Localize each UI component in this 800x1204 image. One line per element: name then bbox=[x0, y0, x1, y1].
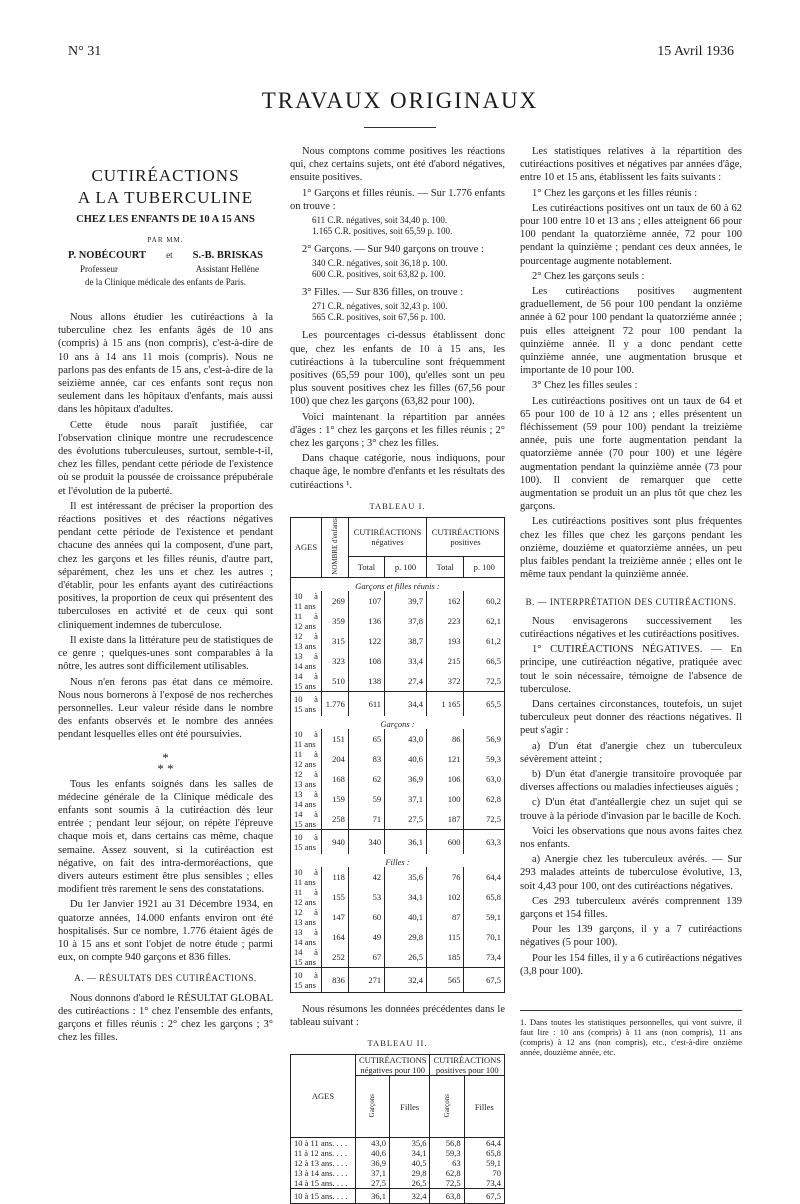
table-cell-value: 151 bbox=[321, 729, 348, 749]
table-row bbox=[291, 1178, 505, 1189]
table-cell-value: 62,1 bbox=[464, 611, 505, 631]
table-cell-value: 187 bbox=[427, 809, 464, 830]
table-cell-value: 40,6 bbox=[385, 749, 427, 769]
paragraph: Il est intéressant de préciser la proportion des réactions positives et des réactions négatives pendant cette période de l'existence et pendant chacune des années qui la composent, d'une part, chez les garçons et les filles réunis, d'autre part, séparément, chez les uns et chez les autres ; d'établir, pour les enfants ayant des cutiréactions positives, la proportion de ceux qui présentent des tuberculoses en activité et de ceux qui sont cliniquement indemnes de tuberculose. bbox=[58, 500, 273, 631]
table-cell-value: 204 bbox=[321, 749, 348, 769]
subheading: 1° Chez les garçons et les filles réunis : bbox=[532, 187, 698, 199]
paragraph: Nous donnons d'abord le RÉSULTAT GLOBAL des cutiréactions : 1° chez l'ensemble des enfants, garçons et filles réunis : 2° chez les garçons ; 3° chez les filles. bbox=[58, 992, 273, 1044]
table-cell-value: 56,8 bbox=[430, 1138, 464, 1149]
table-cell-value: 67,5 bbox=[464, 1189, 504, 1204]
table-cell-age: 12 à 13 ans bbox=[291, 907, 322, 927]
table-cell-value: 87 bbox=[427, 907, 464, 927]
table-row bbox=[291, 611, 505, 631]
table-cell-age: 12 à 13 ans. . . . bbox=[291, 1158, 356, 1168]
table-header-ages: AGES bbox=[291, 518, 322, 578]
table-row bbox=[291, 671, 505, 692]
table-subheader-boys: Garçons bbox=[430, 1076, 464, 1138]
table-cell-age: 12 à 13 ans bbox=[291, 769, 322, 789]
table-cell-age: 11 à 12 ans. . . . bbox=[291, 1148, 356, 1158]
table-cell-value: 359 bbox=[321, 611, 348, 631]
table-cell-value: 34,4 bbox=[385, 691, 427, 716]
paragraph: Nous n'en ferons pas état dans ce mémoire. Nous nous bornerons à l'exposé de nos recherches personnelles. Leur valeur réside dans le nombre des enfants observés et le nombre des années pendant lesquelles elles ont été poursuivies. bbox=[58, 676, 273, 741]
table-row bbox=[291, 631, 505, 651]
table-cell-value: 61,2 bbox=[464, 631, 505, 651]
table-cell-value: 372 bbox=[427, 671, 464, 692]
table-cell-value: 59 bbox=[348, 789, 384, 809]
paragraph: Ces 293 tuberculeux avérés comprennent 139 garçons et 154 filles. bbox=[520, 895, 742, 920]
table-cell-value: 26,5 bbox=[390, 1178, 430, 1189]
paragraph: Les cutiréactions positives ont un taux de 60 à 62 pour 100 entre 10 et 13 ans ; elles atteignent 66 pour 100 pendant la quatorzième année, 72 pour 100 pendant la quinzième ; pendant ces deux années, le pourcentage augmente notablement. bbox=[520, 202, 742, 267]
author-roles bbox=[58, 263, 273, 276]
table-cell-value: 29,8 bbox=[385, 927, 427, 947]
table-cell-value: 83 bbox=[348, 749, 384, 769]
table-cell-value: 215 bbox=[427, 651, 464, 671]
table-cell-value: 62 bbox=[348, 769, 384, 789]
table-cell-value: 70,1 bbox=[464, 927, 505, 947]
issue-number: N° 31 bbox=[68, 44, 102, 59]
table-cell-value: 34,1 bbox=[385, 887, 427, 907]
paragraph: Nous comptons comme positives les réactions qui, chez certains sujets, ont été d'abord négatives, ensuite positives. bbox=[290, 146, 505, 184]
section-heading-b: B. — INTERPRÉTATION DES CUTIRÉACTIONS. bbox=[525, 596, 737, 607]
table-cell-value: 36,1 bbox=[355, 1189, 389, 1204]
section-heading-a: A. — RÉSULTATS DES CUTIRÉACTIONS. bbox=[74, 973, 257, 984]
table-cell-age: 14 à 15 ans bbox=[291, 947, 322, 968]
table-cell-age: 14 à 15 ans bbox=[291, 671, 322, 692]
table-1 bbox=[290, 517, 505, 993]
table-total-row bbox=[291, 1189, 505, 1204]
table-cell-value: 611 bbox=[348, 691, 384, 716]
subheading: 3° Chez les filles seules : bbox=[532, 380, 638, 392]
table-cell-value: 106 bbox=[427, 769, 464, 789]
table-cell-value: 40,5 bbox=[390, 1158, 430, 1168]
table-cell-value: 62,8 bbox=[464, 789, 505, 809]
institution: de la Clinique médicale des enfants de Paris. bbox=[85, 276, 246, 287]
table-cell-value: 37,1 bbox=[385, 789, 427, 809]
table-cell-age: 10 à 15 ans bbox=[291, 691, 322, 716]
paragraph: a) Anergie chez les tuberculeux avérés. — Sur 293 malades atteints de tuberculose évolutive, 13, soit 4,43 pour 100, ont des cutiréactions négatives. bbox=[520, 854, 742, 892]
authors bbox=[58, 247, 273, 262]
stat-heading: 3° Filles. — Sur 836 filles, on trouve : bbox=[302, 287, 464, 299]
paragraph: Voici les observations que nous avons faites chez nos enfants. bbox=[520, 825, 742, 850]
table-cell-value: 60,2 bbox=[464, 591, 505, 611]
table-cell-value: 36,1 bbox=[385, 829, 427, 854]
table-cell-value: 102 bbox=[427, 887, 464, 907]
table-total-row bbox=[291, 691, 505, 716]
table-cell-value: 86 bbox=[427, 729, 464, 749]
table-cell-value: 138 bbox=[348, 671, 384, 692]
table-cell-value: 510 bbox=[321, 671, 348, 692]
stat-line: 271 C.R. négatives, soit 32,43 p. 100. bbox=[312, 301, 448, 312]
table-cell-value: 836 bbox=[321, 967, 348, 992]
table-row bbox=[291, 729, 505, 749]
table-cell-value: 121 bbox=[427, 749, 464, 769]
table-cell-age: 13 à 14 ans bbox=[291, 651, 322, 671]
table-cell-value: 115 bbox=[427, 927, 464, 947]
paragraph: Il existe dans la littérature peu de statistiques de ce genre ; quelques-unes sont comparables à la nôtre, les autres sont difficilement utilisables. bbox=[58, 634, 273, 673]
table-cell-age: 10 à 11 ans bbox=[291, 867, 322, 887]
column-2 bbox=[290, 145, 505, 1204]
table-cell-value: 269 bbox=[321, 591, 348, 611]
paragraph: Dans chaque catégorie, nous indiquons, pour chaque âge, le nombre d'enfants et les résultats des cutiréactions ¹. bbox=[290, 453, 505, 491]
issue-date: 15 Avril 1936 bbox=[657, 44, 734, 59]
table-cell-age: 13 à 14 ans bbox=[291, 789, 322, 809]
table-cell-age: 14 à 15 ans bbox=[291, 809, 322, 830]
stat-heading: 1° Garçons et filles réunis. — Sur 1.776 enfants on trouve : bbox=[290, 187, 505, 212]
table-cell-value: 26,5 bbox=[385, 947, 427, 968]
table-group-label: Garçons et filles réunis : bbox=[291, 577, 505, 591]
table-cell-value: 56,9 bbox=[464, 729, 505, 749]
paragraph: c) D'un état d'antéallergie chez un sujet qui se trouve à la période d'invasion par le bacille de Koch. bbox=[520, 797, 742, 822]
title-rule bbox=[364, 127, 436, 128]
table-cell-value: 36,9 bbox=[355, 1158, 389, 1168]
subheading: 2° Chez les garçons seuls : bbox=[532, 270, 645, 282]
table-row bbox=[291, 809, 505, 830]
paragraph: Les cutiréactions positives ont un taux de 64 et 65 pour 100 de 10 à 12 ans ; elles présentent un fléchissement (59 pour 100) pendant la treizième année, puis une forte augmentation pendant la quatorzième année (70 pour 100) et une légère augmentation pendant la quinzième année (73 pour 100). Il convient de remarquer que cette augmentation se produit un an plus tôt que chez les garçons. bbox=[520, 395, 742, 513]
table-subheader-total: Total bbox=[427, 557, 464, 578]
paragraph: Cette étude nous paraît justifiée, car l'observation clinique montre une recrudescence des évolutions tuberculeuses, surtout, semble-t-il, chez les filles, pendant cette période de l'existence où se produit la poussée de croissance prépubérale et l'évolution de la puberté. bbox=[58, 419, 273, 497]
table-row bbox=[291, 749, 505, 769]
table-cell-age: 10 à 11 ans bbox=[291, 591, 322, 611]
table-subheader-girls: Filles bbox=[390, 1076, 430, 1138]
table-cell-value: 315 bbox=[321, 631, 348, 651]
table-header-positive: CUTIRÉACTIONS positives pour 100 bbox=[430, 1055, 505, 1076]
table-cell-value: 155 bbox=[321, 887, 348, 907]
table-1-caption: TABLEAU I. bbox=[369, 500, 426, 511]
table-cell-value: 164 bbox=[321, 927, 348, 947]
paragraph: Les statistiques relatives à la répartition des cutiréactions positives et négatives par années d'âge, entre 10 et 15 ans, établissent les faits suivants : bbox=[520, 146, 742, 184]
table-total-row bbox=[291, 829, 505, 854]
stat-line: 340 C.R. négatives, soit 36,18 p. 100. bbox=[312, 258, 448, 269]
column-3 bbox=[520, 145, 742, 980]
table-cell-value: 27,4 bbox=[385, 671, 427, 692]
table-cell-value: 159 bbox=[321, 789, 348, 809]
paragraph: Nous résumons les données précédentes dans le tableau suivant : bbox=[290, 1003, 505, 1028]
paragraph: b) D'un état d'anergie transitoire provoquée par diverses affections ou maladies infectieuses aiguës ; bbox=[520, 768, 742, 794]
table-cell-value: 72,5 bbox=[464, 671, 505, 692]
table-subheader-pct: p. 100 bbox=[385, 557, 427, 578]
table-2-caption: TABLEAU II. bbox=[367, 1038, 428, 1049]
table-cell-value: 63 bbox=[430, 1158, 464, 1168]
section-stars: * * * bbox=[157, 749, 174, 776]
table-cell-value: 59,3 bbox=[464, 749, 505, 769]
par-label: PAR MM. bbox=[147, 236, 184, 245]
paragraph: a) D'un état d'anergie chez un tuberculeux sévèrement atteint ; bbox=[520, 740, 742, 765]
table-cell-value: 118 bbox=[321, 867, 348, 887]
stat-line: 600 C.R. positives, soit 63,82 p. 100. bbox=[312, 269, 446, 280]
table-cell-value: 258 bbox=[321, 809, 348, 830]
table-cell-value: 65 bbox=[348, 729, 384, 749]
article-title-line-2: A LA TUBERCULINE bbox=[77, 188, 254, 207]
table-cell-age: 13 à 14 ans bbox=[291, 927, 322, 947]
table-cell-value: 64,4 bbox=[464, 1138, 504, 1149]
paragraph: Dans certaines circonstances, toutefois, un sujet tuberculeux peut donner des réactions négatives. Il peut s'agir : bbox=[520, 698, 742, 737]
role-1: Professeur bbox=[80, 263, 118, 274]
table-cell-age: 11 à 12 ans bbox=[291, 749, 322, 769]
table-cell-value: 73,4 bbox=[464, 1178, 504, 1189]
table-cell-value: 72,5 bbox=[464, 809, 505, 830]
table-group-row bbox=[291, 577, 505, 591]
table-cell-value: 1 165 bbox=[427, 691, 464, 716]
table-cell-value: 65,8 bbox=[464, 887, 505, 907]
table-cell-value: 27,5 bbox=[355, 1178, 389, 1189]
paragraph: Les cutiréactions positives augmentent graduellement, de 56 pour 100 pendant la onzième année à 62 pour 100 pendant la quatorzième année ; puis elles atteignent 72 pour 100 pendant la quinzième année. Il y a donc pendant cette quinzième année, une augmentation brusque et importante de 10 pour 100. bbox=[520, 286, 742, 377]
table-row bbox=[291, 907, 505, 927]
table-cell-value: 185 bbox=[427, 947, 464, 968]
table-row bbox=[291, 591, 505, 611]
table-cell-value: 64,4 bbox=[464, 867, 505, 887]
table-cell-value: 271 bbox=[348, 967, 384, 992]
paragraph: Pour les 139 garçons, il y a 7 cutiréactions négatives (5 pour 100). bbox=[520, 924, 742, 949]
paragraph: Du 1er Janvier 1921 au 31 Décembre 1934, en quatorze années, 14.000 enfants environ ont été hospitalisés. Sur ce nombre, 1.776 étaient âgés de 10 à 15 ans et sont l'objet de notre étude ; parmi eux, on compte 940 garçons et 836 filles. bbox=[58, 899, 273, 964]
paragraph: Nous allons étudier les cutiréactions à la tuberculine chez les enfants âgés de 10 ans (compris) à 15 ans (non compris), c'est-à-dire de 10 ans à 14 ans 11 mois (compris). Nous ne parlons pas des enfants de 15 ans, c'est-à-dire de la seizième année, car ces enfants sont reçus non seulement dans les hôpitaux d'enfants, mais aussi dans les hôpitaux d'adultes. bbox=[58, 312, 273, 416]
table-cell-age: 12 à 13 ans bbox=[291, 631, 322, 651]
paragraph: Voici maintenant la répartition par années d'âges : 1° chez les garçons et les filles réunis ; 2° chez les garçons ; 3° chez les filles. bbox=[290, 411, 505, 450]
table-cell-value: 600 bbox=[427, 829, 464, 854]
table-cell-value: 65,8 bbox=[464, 1148, 504, 1158]
article-title bbox=[58, 165, 273, 209]
table-subheader-pct: p. 100 bbox=[464, 557, 505, 578]
table-row bbox=[291, 1168, 505, 1178]
table-1-body bbox=[291, 577, 505, 992]
table-cell-value: 39,7 bbox=[385, 591, 427, 611]
table-header-negative: CUTIRÉACTIONS négatives pour 100 bbox=[355, 1055, 430, 1076]
table-cell-value: 65,5 bbox=[464, 691, 505, 716]
table-subheader-total: Total bbox=[348, 557, 384, 578]
table-cell-value: 35,6 bbox=[390, 1138, 430, 1149]
table-cell-value: 168 bbox=[321, 769, 348, 789]
table-cell-value: 147 bbox=[321, 907, 348, 927]
stat-block bbox=[312, 301, 505, 323]
table-row bbox=[291, 651, 505, 671]
table-row bbox=[291, 947, 505, 968]
paragraph: Les cutiréactions positives sont plus fréquentes chez les filles que chez les garçons pendant les onzième, douzième et quatorzième années, un peu plus faibles pendant la treizième année ; elles ont le même taux pendant la quinzième année. bbox=[520, 516, 742, 581]
table-group-row bbox=[291, 716, 505, 729]
author-1: P. NOBÉCOURT bbox=[68, 250, 147, 262]
table-cell-value: 66,5 bbox=[464, 651, 505, 671]
table-cell-value: 76 bbox=[427, 867, 464, 887]
paragraph: Les pourcentages ci-dessus établissent donc que, chez les enfants de 10 à 15 ans, les cutiréactions à la tuberculine sont fréquemment positives (65,59 pour 100), qu'elles sont un peu plus souvent positives chez les filles (67,56 pour 100) que chez les garçons (63,82 pour 100). bbox=[290, 330, 505, 408]
table-cell-value: 37,1 bbox=[355, 1168, 389, 1178]
stat-line: 611 C.R. négatives, soit 34,40 p. 100. bbox=[312, 215, 448, 226]
table-cell-value: 32,4 bbox=[390, 1189, 430, 1204]
table-cell-age: 14 à 15 ans. . . . bbox=[291, 1178, 356, 1189]
table-cell-value: 107 bbox=[348, 591, 384, 611]
table-header-negative: CUTIRÉACTIONS négatives bbox=[348, 518, 426, 557]
table-cell-value: 71 bbox=[348, 809, 384, 830]
table-cell-value: 62,8 bbox=[430, 1168, 464, 1178]
table-cell-value: 223 bbox=[427, 611, 464, 631]
table-cell-age: 11 à 12 ans bbox=[291, 611, 322, 631]
article-subtitle: CHEZ LES ENFANTS DE 10 A 15 ANS bbox=[76, 214, 255, 225]
table-cell-value: 49 bbox=[348, 927, 384, 947]
table-cell-value: 53 bbox=[348, 887, 384, 907]
table-cell-age: 11 à 12 ans bbox=[291, 887, 322, 907]
stat-block bbox=[312, 258, 505, 280]
table-cell-value: 59,3 bbox=[430, 1148, 464, 1158]
table-row bbox=[291, 927, 505, 947]
table-cell-value: 60 bbox=[348, 907, 384, 927]
table-cell-value: 1.776 bbox=[321, 691, 348, 716]
article-title-line-1: CUTIRÉACTIONS bbox=[91, 166, 240, 185]
table-cell-age: 10 à 11 ans. . . . bbox=[291, 1138, 356, 1149]
table-subheader-boys: Garçons bbox=[355, 1076, 389, 1138]
table-cell-value: 70 bbox=[464, 1168, 504, 1178]
table-cell-value: 340 bbox=[348, 829, 384, 854]
footnote: 1. Dans toutes les statistiques personnelles, qui vont suivre, il faut lire : 10 ans (compris) à 11 ans (non compris), 11 ans (compris) à 12 ans (non compris), etc., c'est-à-dire onzième année, douzième année, etc. bbox=[520, 1010, 742, 1057]
table-cell-value: 27,5 bbox=[385, 809, 427, 830]
table-cell-value: 193 bbox=[427, 631, 464, 651]
table-cell-value: 940 bbox=[321, 829, 348, 854]
table-cell-age: 10 à 15 ans. . . . bbox=[291, 1189, 356, 1204]
table-header-positive: CUTIRÉACTIONS positives bbox=[427, 518, 505, 557]
table-2 bbox=[290, 1054, 505, 1204]
table-cell-value: 565 bbox=[427, 967, 464, 992]
table-cell-value: 63,3 bbox=[464, 829, 505, 854]
table-cell-value: 43,0 bbox=[385, 729, 427, 749]
table-cell-age: 10 à 15 ans bbox=[291, 829, 322, 854]
table-cell-value: 38,7 bbox=[385, 631, 427, 651]
paragraph: 1° CUTIRÉACTIONS NÉGATIVES. — En principe, une cutiréaction négative, pratiquée avec tout le soin nécessaire, témoigne de l'absence de tuberculose. bbox=[520, 644, 742, 695]
table-cell-value: 252 bbox=[321, 947, 348, 968]
paragraph: Pour les 154 filles, il y a 6 cutiréactions négatives (3,8 pour 100). bbox=[520, 952, 742, 977]
role-2: Assistant Hellène bbox=[195, 263, 259, 274]
table-total-row bbox=[291, 967, 505, 992]
table-group-label: Garçons : bbox=[291, 716, 505, 729]
table-cell-value: 40,6 bbox=[355, 1148, 389, 1158]
table-cell-value: 67 bbox=[348, 947, 384, 968]
table-header-count: NOMBRE d'enfants bbox=[321, 518, 348, 578]
table-cell-value: 40,1 bbox=[385, 907, 427, 927]
stat-line: 1.165 C.R. positives, soit 65,59 p. 100. bbox=[312, 226, 453, 237]
table-cell-value: 100 bbox=[427, 789, 464, 809]
section-title: TRAVAUX ORIGINAUX bbox=[261, 88, 539, 113]
table-row bbox=[291, 769, 505, 789]
table-cell-value: 122 bbox=[348, 631, 384, 651]
stat-heading: 2° Garçons. — Sur 940 garçons on trouve : bbox=[302, 244, 484, 256]
table-cell-value: 162 bbox=[427, 591, 464, 611]
table-cell-age: 10 à 11 ans bbox=[291, 729, 322, 749]
table-cell-age: 10 à 15 ans bbox=[291, 967, 322, 992]
table-2-body bbox=[291, 1138, 505, 1204]
table-cell-value: 33,4 bbox=[385, 651, 427, 671]
table-row bbox=[291, 1158, 505, 1168]
table-cell-value: 59,1 bbox=[464, 907, 505, 927]
table-cell-value: 37,8 bbox=[385, 611, 427, 631]
table-cell-value: 34,1 bbox=[390, 1148, 430, 1158]
table-cell-value: 73,4 bbox=[464, 947, 505, 968]
table-cell-value: 29,8 bbox=[390, 1168, 430, 1178]
table-cell-value: 42 bbox=[348, 867, 384, 887]
table-row bbox=[291, 789, 505, 809]
table-cell-value: 36,9 bbox=[385, 769, 427, 789]
table-row bbox=[291, 1148, 505, 1158]
stat-block bbox=[312, 215, 505, 237]
table-row bbox=[291, 867, 505, 887]
author-conjunction: et bbox=[166, 250, 173, 261]
table-cell-value: 59,1 bbox=[464, 1158, 504, 1168]
table-group-label: Filles : bbox=[291, 854, 505, 867]
table-row bbox=[291, 1138, 505, 1149]
table-subheader-girls: Filles bbox=[464, 1076, 504, 1138]
table-group-row bbox=[291, 854, 505, 867]
table-cell-value: 43,0 bbox=[355, 1138, 389, 1149]
table-cell-value: 32,4 bbox=[385, 967, 427, 992]
column-1 bbox=[58, 145, 273, 1046]
paragraph: Tous les enfants soignés dans les salles de médecine générale de la Clinique médicale des enfants sont soumis à la cutiréaction dès leur entrée ; pendant leur séjour, on répète l'épreuve chaque mois et, dans certains cas même, chaque semaine. Assez souvent, si la cutiréaction est négative, on fait des intra-dermoréactions, que divers auteurs estiment être plus sensibles ; elles modifient très rarement le sens des constatations. bbox=[58, 778, 273, 896]
table-cell-value: 72,5 bbox=[430, 1178, 464, 1189]
table-cell-value: 35,6 bbox=[385, 867, 427, 887]
table-cell-value: 63,0 bbox=[464, 769, 505, 789]
table-cell-value: 136 bbox=[348, 611, 384, 631]
table-row bbox=[291, 887, 505, 907]
table-cell-value: 108 bbox=[348, 651, 384, 671]
table-cell-value: 63,8 bbox=[430, 1189, 464, 1204]
paragraph: Nous envisagerons successivement les cutiréactions négatives et les cutiréactions positives. bbox=[520, 615, 742, 640]
table-header-ages: AGES bbox=[291, 1055, 356, 1138]
table-cell-value: 67,5 bbox=[464, 967, 505, 992]
table-cell-value: 323 bbox=[321, 651, 348, 671]
stat-line: 565 C.R. positives, soit 67,56 p. 100. bbox=[312, 312, 446, 323]
table-cell-age: 13 à 14 ans. . . . bbox=[291, 1168, 356, 1178]
author-2: S.-B. BRISKAS bbox=[192, 250, 263, 262]
